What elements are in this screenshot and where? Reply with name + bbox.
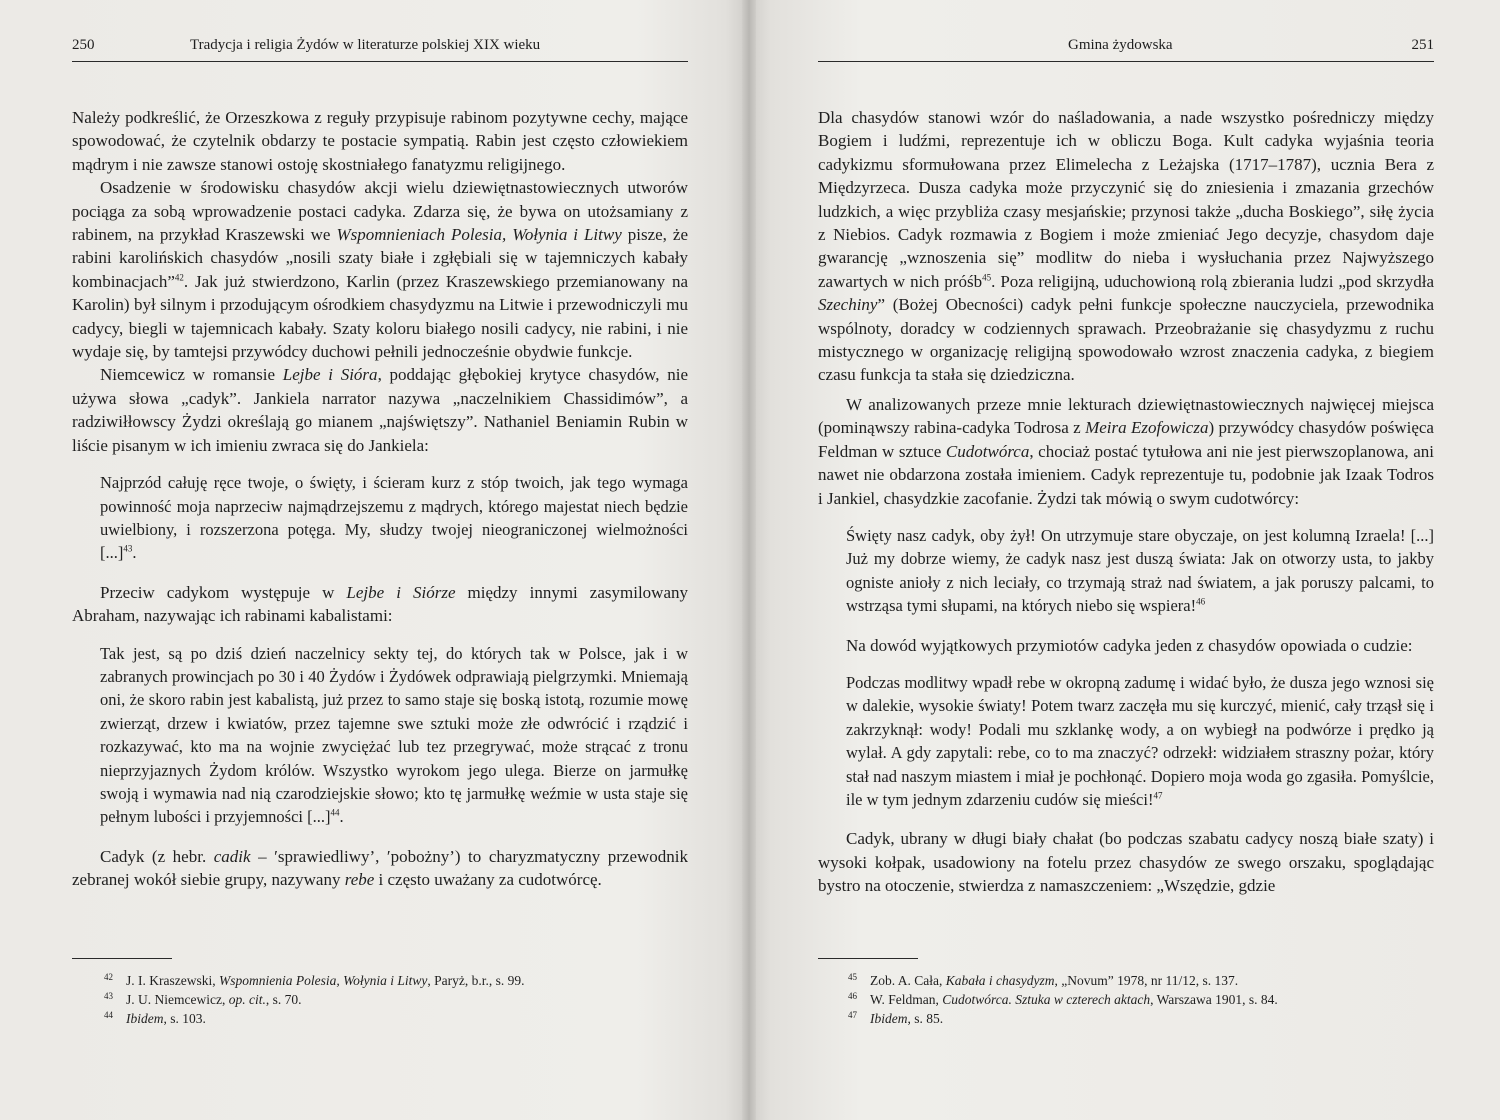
book-gutter <box>742 0 756 1120</box>
footnote: 46 W. Feldman, Cudotwórca. Sztuka w czterech aktach, Warszawa 1901, s. 84. <box>848 990 1278 1007</box>
left-body-text <box>72 106 688 892</box>
footnote-ref[interactable]: 45 <box>982 272 992 283</box>
footnote-ref[interactable]: 46 <box>1196 596 1206 607</box>
paragraph: Na dowód wyjątkowych przymiotów cadyka jeden z chasydów opowiada o cudzie: <box>846 635 1413 655</box>
footnote-ref[interactable]: 43 <box>123 543 133 554</box>
footnote-ref[interactable]: 47 <box>1153 790 1163 801</box>
page-number: 251 <box>1411 37 1434 53</box>
footnote: 44 Ibidem, s. 103. <box>104 1009 206 1026</box>
right-page <box>748 0 1500 1120</box>
block-quote: Tak jest, są po dziś dzień naczelnicy sekty tej, do których tak w Polsce, jak i w zabranych prowincjach po 30 i 40 Żydów i Żydówek odprawiają pielgrzymki. Mniemają oni, że skoro rabin jest kabalistą, już przez to samo staje się boską istotą, rozumie mowę zwierząt, drzew i kwiatów, przez tajemne swe sztuki może złe odwrócić i rządzić i rozkazywać, kto ma na wojnie zwyciężać lub tez przegrywać, może strącać z tronu nieprzyjaznych Żydom królów. Wszystko wyrokom jego ulega. Bierze on jarmułkę swoją i wymawia nad nią czarodziejskie słowo; kto tę jarmułkę weźmie w usta staje się pełnym lubości i przyjemności [...]$^{44}$. <box>100 643 688 827</box>
paragraph: Cadyk (z hebr. cadik – ʹsprawiedliwy’, ʹpobożny’) to charyzmatyczny przewodnik zebranej wokół siebie grupy, nazywany rebe i często uważany za cudotwórcę. <box>72 846 689 890</box>
left-page <box>0 0 748 1120</box>
paragraph: Dla chasydów stanowi wzór do naśladowania, a nade wszystko pośredniczy między Bogiem i ludźmi, reprezentuje ich w obliczu Boga. Kult cadyka wyjaśnia teoria cadykizmu sformułowana przez Elimelecha z Leżajska (1717–1787), ucznia Bera z Międzyrzeca. Dusza cadyka może przyczynić się do zniesienia i zmazania grzechów ludzkich, a więc przybliża czasy mesjańskie; przynosi także „ducha Boskiego”, siłę życia z Niebios. Cadyk rozmawia z Bogiem i może zmieniać Jego decyzje, chasydom daje gwarancję „wznoszenia się” modlitw do nieba i wysłuchania przez Najwyższego zawartych w nich próśb$^{45}$. Poza religijną, uduchowioną rolą zbierania ludzi „pod skrzydła Szechiny” (Bożej Obecności) cadyk pełni funkcje społeczne nauczyciela, przewodnika wspólnoty, doradcy w codziennych sprawach. Przeobrażanie się chasydyzmu z ruchu mistycznego w organizację religijną spowodowało wzrost znaczenia cadyka, z biegiem czasu funkcja ta stała się dziedziczna. <box>818 108 1434 385</box>
block-quote: Najprzód całuję ręce twoje, o święty, i ścieram kurz z stóp twoich, jak tego wymaga powinność moja naprzeciw najmądrzejszemu z mądrych, którego majestat niech będzie uwielbiony, i rozszerzona potęga. My, słudzy twojej nieograniczonej wielmożności [...]$^{43}$. <box>100 473 688 563</box>
paragraph: Należy podkreślić, że Orzeszkowa z reguły przypisuje rabinom pozytywne cechy, mające spowodować, że czytelnik obdarzy te postacie sympatią. Rabin jest często człowiekiem mądrym i nie zawsze stanowi ostoję skostniałego fanatyzmu religijnego. <box>72 108 688 174</box>
footnote: 42 J. I. Kraszewski, Wspomnienia Polesia, Wołynia i Litwy, Paryż, b.r., s. 99. <box>104 971 525 988</box>
left-footnotes <box>104 971 524 1028</box>
running-head: Tradycja i religia Żydów w literaturze polskiej XIX wieku <box>190 37 541 53</box>
footnote-ref[interactable]: 44 <box>330 807 340 818</box>
footnote-ref[interactable]: 42 <box>174 272 184 283</box>
right-footnotes <box>848 971 1278 1028</box>
right-header <box>818 35 1434 62</box>
paragraph: Osadzenie w środowisku chasydów akcji wielu dziewiętnastowiecznych utworów pociąga za sobą wprowadzenie postaci cadyka. Zdarza się, że bywa on utożsamiany z rabinem, na przykład Kraszewski we Wspomnieniach Polesia, Wołynia i Litwy pisze, że rabini karolińskich chasydów „nosili szaty białe i zgłębiali się w tajemniczych kabały kombinacjach”$^{42}$. Jak już stwierdzono, Karlin (przez Kraszewskiego przemianowany na Karolin) był silnym i przodującym ośrodkiem chasydyzmu na Litwie i przewodniczyli mu cadycy, biegli w tajemnicach kabały. Szaty koloru białego nosili cadycy, nie rabini, i nie wydaje się, by tamtejsi przywódcy duchowi pełnili jednocześnie obydwie funkcje. <box>72 178 688 362</box>
paragraph: W analizowanych przeze mnie lekturach dziewiętnastowiecznych najwięcej miejsca (pominąwszy rabina-cadyka Todrosa z Meira Ezofowicza) przywódcy chasydów poświęca Feldman w sztuce Cudotwórca, chociaż postać tytułowa ani nie jest pierwszoplanowa, ani nawet nie obdarzona została imieniem. Cadyk reprezentuje tu, podobnie jak Izaak Todros i Jankiel, chasydzkie zacofanie. Żydzi tak mówią o swym cudotwórcy: <box>818 394 1435 508</box>
block-quote: Święty nasz cadyk, oby żył! On utrzymuje stare obyczaje, on jest kolumną Izraela! [...] Już my dobrze wiemy, że cadyk nasz jest duszą świata: Jak on otworzy usta, to jakby ogniste anioły z nich leciały, co trzymają straż nad światem, a jak poruszy palcami, to wstrząsa tymi słupami, na których niebo się wspiera!$^{46}$ <box>846 525 1434 616</box>
paragraph: Niemcewicz w romansie Lejbe i Sióra, poddając głębokiej krytyce chasydów, nie używa słowa „cadyk”. Jankiela narrator nazywa „naczelnikiem Chassidimów”, a radziwiłłowscy Żydzi określają go mianem „najświętszy”. Nathaniel Beniamin Rubin w liście pisanym w ich imieniu zwraca się do Jankiela: <box>72 365 688 455</box>
right-body-text <box>818 106 1434 898</box>
paragraph: Przeciw cadykom występuje w Lejbe i Siórze między innymi zasymilowany Abraham, nazywając ich rabinami kabalistami: <box>72 582 688 626</box>
footnote: 43 J. U. Niemcewicz, op. cit., s. 70. <box>104 990 302 1007</box>
page-number: 250 <box>72 37 95 53</box>
running-head: Gmina żydowska <box>1068 37 1173 53</box>
paragraph: Cadyk, ubrany w długi biały chałat (bo podczas szabatu cadycy noszą białe szaty) i wysoki kołpak, usadowiony na fotelu przez chasydów ze swego orszaku, spoglądając bystro na otoczenie, stwierdza z namaszczeniem: „Wszędzie, gdzie <box>818 829 1434 896</box>
footnote: 45 Zob. A. Cała, Kabała i chasydyzm, „Novum” 1978, nr 11/12, s. 137. <box>848 971 1239 988</box>
footnote: 47 Ibidem, s. 85. <box>848 1009 944 1026</box>
footnote-rule <box>72 958 172 959</box>
footnote-rule <box>818 958 918 959</box>
block-quote: Podczas modlitwy wpadł rebe w okropną zadumę i widać było, że dusza jego wznosi się w dalekie, wysokie światy! Potem twarz zaczęła mu się kurczyć, mienić, cały trząsł się i zakrzyknął: wody! Podali mu szklankę wody, a on wybiegł na podwórze i prędko ją wylał. A gdy zapytali: rebe, co to ma znaczyć? odrzekł: widziałem straszny pożar, który stał nad naszym miastem i miał je pochłonąć. Dopiero moja woda go zgasiła. Pomyślcie, ile w tym jednym zdarzeniu cudów się mieści!$^{47}$ <box>846 672 1434 809</box>
left-header <box>72 35 688 62</box>
